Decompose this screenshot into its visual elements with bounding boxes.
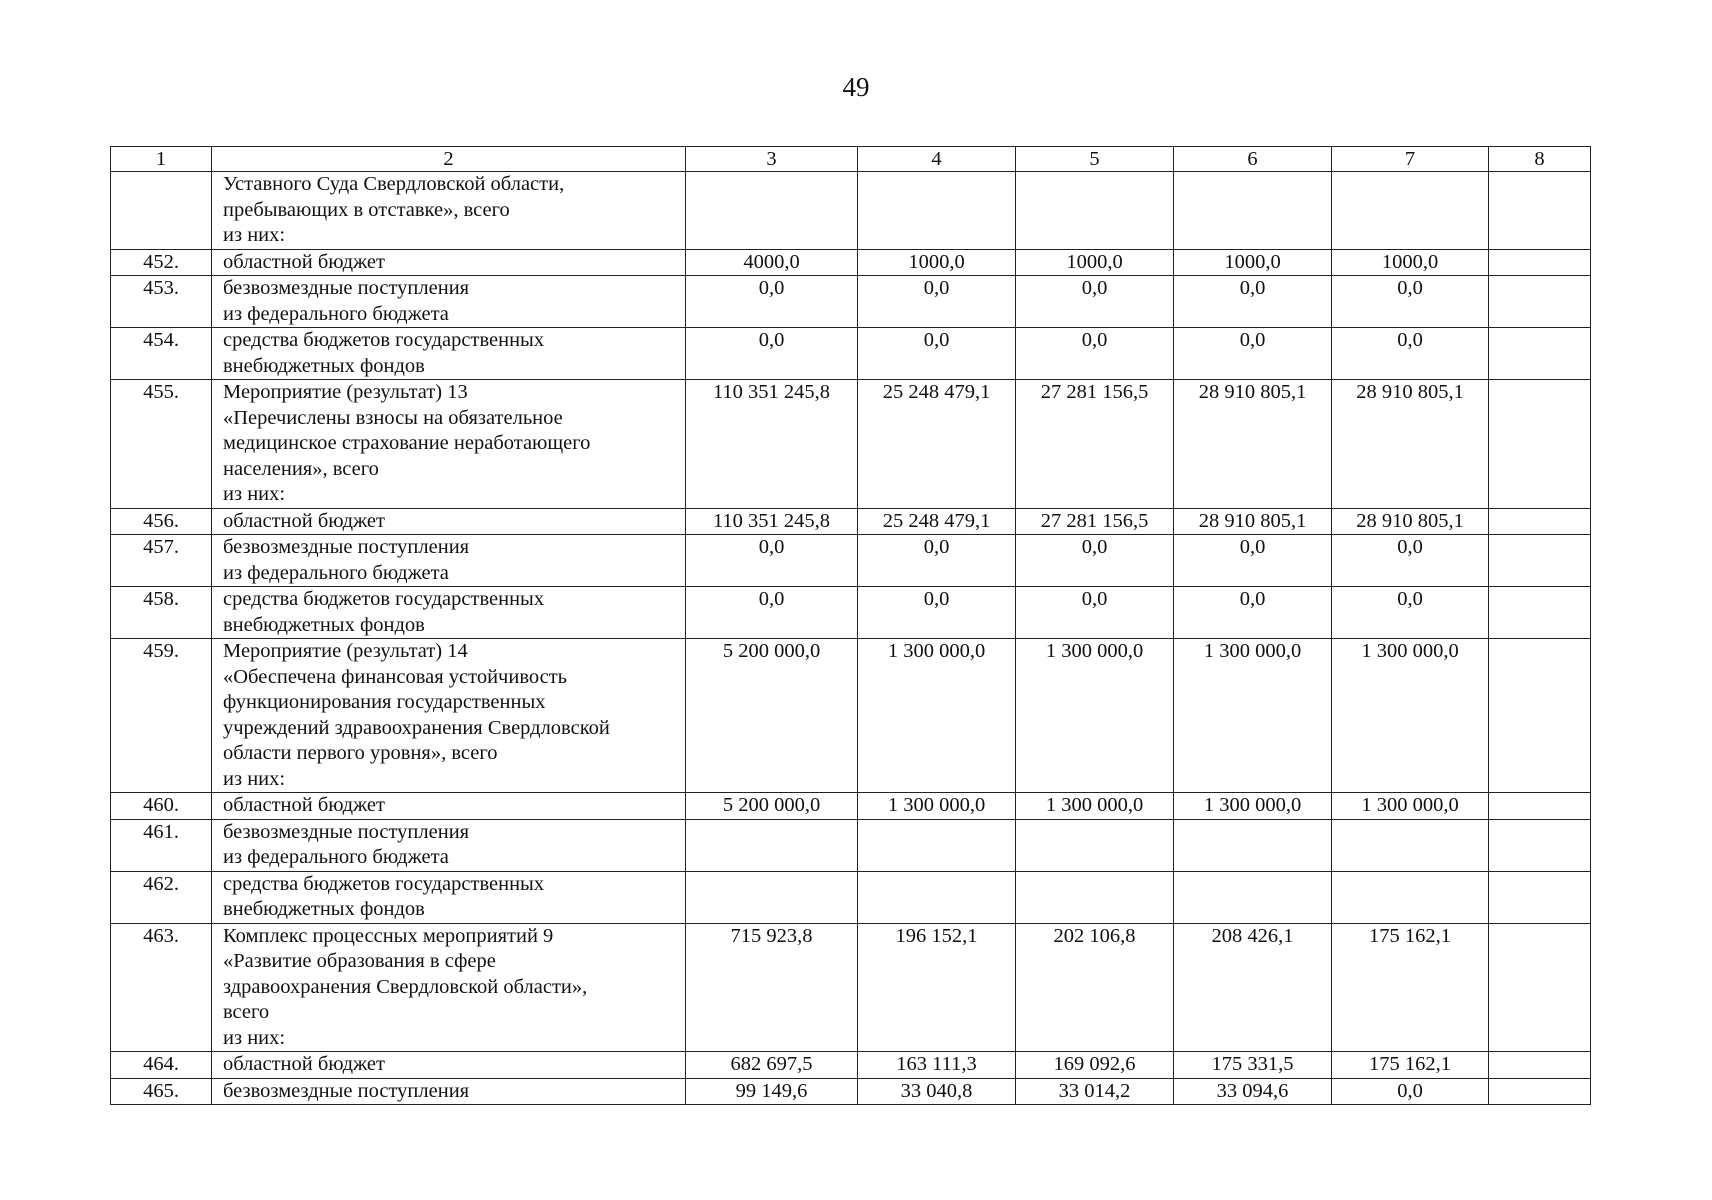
- table-row: [111, 380, 1591, 509]
- description-line: из них:: [223, 767, 286, 790]
- value-cell: 0,0: [1016, 535, 1174, 587]
- value-cell: [1332, 819, 1489, 871]
- row-number: 454.: [111, 328, 212, 380]
- value-cell: 1 300 000,0: [858, 639, 1016, 793]
- value-cell: [686, 819, 858, 871]
- value-cell: 33 014,2: [1016, 1078, 1174, 1105]
- value-cell: 25 248 479,1: [858, 380, 1016, 509]
- description-line: областной бюджет: [223, 794, 385, 816]
- value-cell: [1174, 819, 1332, 871]
- description-line: средства бюджетов государственных: [223, 588, 545, 610]
- value-cell: 33 040,8: [858, 1078, 1016, 1105]
- description-line: всего: [223, 1001, 270, 1023]
- value-cell: 0,0: [1174, 535, 1332, 587]
- value-cell: 1 300 000,0: [1332, 639, 1489, 793]
- value-cell: [1174, 172, 1332, 250]
- row-description: [212, 793, 686, 820]
- row-number: 460.: [111, 793, 212, 820]
- row-description: [212, 535, 686, 587]
- value-cell: 1000,0: [1174, 249, 1332, 276]
- row-description: [212, 923, 686, 1052]
- row-number: 453.: [111, 276, 212, 328]
- value-cell: 4000,0: [686, 249, 858, 276]
- value-cell: 5 200 000,0: [686, 793, 858, 820]
- table-header-row: [111, 147, 1591, 172]
- value-cell: 110 351 245,8: [686, 508, 858, 535]
- column-header: 4: [858, 147, 1016, 172]
- value-cell: [1489, 249, 1591, 276]
- column-header: 8: [1489, 147, 1591, 172]
- row-number: 455.: [111, 380, 212, 509]
- row-number: 463.: [111, 923, 212, 1052]
- description-line: «Перечислены взносы на обязательное: [223, 406, 563, 429]
- column-header: 7: [1332, 147, 1489, 172]
- row-number: 456.: [111, 508, 212, 535]
- description-line: из них:: [223, 1026, 286, 1049]
- description-line: безвозмездные поступления: [223, 820, 470, 843]
- table-row: [111, 793, 1591, 820]
- value-cell: [1489, 639, 1591, 793]
- value-cell: 202 106,8: [1016, 923, 1174, 1052]
- row-number: 458.: [111, 587, 212, 639]
- value-cell: 0,0: [858, 535, 1016, 587]
- value-cell: 0,0: [1332, 1078, 1489, 1105]
- description-line: Мероприятие (результат) 13: [223, 381, 468, 403]
- value-cell: 196 152,1: [858, 923, 1016, 1052]
- value-cell: 0,0: [858, 328, 1016, 380]
- value-cell: 0,0: [1332, 587, 1489, 639]
- value-cell: 28 910 805,1: [1174, 508, 1332, 535]
- value-cell: 163 111,3: [858, 1052, 1016, 1079]
- value-cell: 0,0: [686, 535, 858, 587]
- column-header: 1: [111, 147, 212, 172]
- table-row: [111, 535, 1591, 587]
- value-cell: 1 300 000,0: [858, 793, 1016, 820]
- column-header: 6: [1174, 147, 1332, 172]
- description-line: функционирования государственных: [223, 691, 546, 713]
- value-cell: 1 300 000,0: [1174, 639, 1332, 793]
- value-cell: [1489, 1078, 1591, 1105]
- table-row: [111, 1052, 1591, 1079]
- value-cell: [1332, 172, 1489, 250]
- table-body: [111, 172, 1591, 1105]
- value-cell: [1489, 819, 1591, 871]
- value-cell: [686, 871, 858, 923]
- value-cell: [1489, 923, 1591, 1052]
- row-description: [212, 249, 686, 276]
- description-line: из них:: [223, 483, 286, 505]
- value-cell: [686, 172, 858, 250]
- value-cell: 25 248 479,1: [858, 508, 1016, 535]
- description-line: областной бюджет: [223, 509, 385, 532]
- value-cell: 0,0: [686, 328, 858, 380]
- value-cell: 0,0: [1174, 276, 1332, 328]
- description-line: из федерального бюджета: [223, 846, 449, 868]
- description-line: населения», всего: [223, 457, 379, 480]
- value-cell: 682 697,5: [686, 1052, 858, 1079]
- value-cell: 0,0: [686, 587, 858, 639]
- value-cell: 169 092,6: [1016, 1052, 1174, 1079]
- value-cell: [858, 819, 1016, 871]
- value-cell: [1489, 1052, 1591, 1079]
- description-line: из федерального бюджета: [223, 561, 449, 584]
- value-cell: [858, 871, 1016, 923]
- row-description: [212, 276, 686, 328]
- row-number: 465.: [111, 1078, 212, 1105]
- row-number: 452.: [111, 249, 212, 276]
- value-cell: [1489, 587, 1591, 639]
- row-description: [212, 172, 686, 250]
- value-cell: 0,0: [1332, 328, 1489, 380]
- value-cell: 1 300 000,0: [1174, 793, 1332, 820]
- description-line: пребывающих в отставке», всего: [223, 198, 510, 221]
- row-description: [212, 328, 686, 380]
- value-cell: 5 200 000,0: [686, 639, 858, 793]
- description-line: «Развитие образования в сфере: [223, 950, 496, 972]
- description-line: средства бюджетов государственных: [223, 872, 545, 895]
- value-cell: 1 300 000,0: [1332, 793, 1489, 820]
- row-description: [212, 508, 686, 535]
- value-cell: 28 910 805,1: [1332, 508, 1489, 535]
- table-row: [111, 639, 1591, 793]
- table-row: [111, 587, 1591, 639]
- row-description: [212, 871, 686, 923]
- row-description: [212, 1052, 686, 1079]
- table-row: [111, 276, 1591, 328]
- page-number: 49: [842, 72, 870, 102]
- description-line: внебюджетных фондов: [223, 898, 425, 920]
- value-cell: 0,0: [1016, 587, 1174, 639]
- row-number: 462.: [111, 871, 212, 923]
- description-line: областной бюджет: [223, 250, 385, 273]
- description-line: учреждений здравоохранения Свердловской: [223, 716, 610, 739]
- value-cell: 0,0: [1332, 535, 1489, 587]
- description-line: области первого уровня», всего: [223, 742, 498, 764]
- description-line: средства бюджетов государственных: [223, 329, 545, 351]
- description-line: Комплекс процессных мероприятий 9: [223, 924, 554, 947]
- value-cell: 0,0: [1016, 328, 1174, 380]
- row-description: [212, 380, 686, 509]
- value-cell: 0,0: [1332, 276, 1489, 328]
- description-line: из них:: [223, 224, 286, 246]
- table-row: [111, 871, 1591, 923]
- description-line: безвозмездные поступления: [223, 1079, 470, 1102]
- row-number: [111, 172, 212, 250]
- row-description: [212, 1078, 686, 1105]
- row-number: 464.: [111, 1052, 212, 1079]
- value-cell: 0,0: [858, 587, 1016, 639]
- value-cell: [1489, 793, 1591, 820]
- description-line: областной бюджет: [223, 1053, 385, 1075]
- table-row: [111, 923, 1591, 1052]
- value-cell: 27 281 156,5: [1016, 380, 1174, 509]
- row-description: [212, 587, 686, 639]
- column-header: 3: [686, 147, 858, 172]
- row-number: 459.: [111, 639, 212, 793]
- value-cell: [1016, 172, 1174, 250]
- description-line: Уставного Суда Свердловской области,: [223, 173, 565, 195]
- table-row: [111, 249, 1591, 276]
- value-cell: 0,0: [1174, 328, 1332, 380]
- description-line: «Обеспечена финансовая устойчивость: [223, 665, 568, 688]
- description-line: Мероприятие (результат) 14: [223, 640, 468, 662]
- value-cell: 27 281 156,5: [1016, 508, 1174, 535]
- value-cell: 28 910 805,1: [1174, 380, 1332, 509]
- value-cell: 33 094,6: [1174, 1078, 1332, 1105]
- value-cell: 99 149,6: [686, 1078, 858, 1105]
- value-cell: 175 162,1: [1332, 923, 1489, 1052]
- value-cell: [1174, 871, 1332, 923]
- table-row: [111, 508, 1591, 535]
- value-cell: 110 351 245,8: [686, 380, 858, 509]
- value-cell: [1489, 380, 1591, 509]
- value-cell: 0,0: [1174, 587, 1332, 639]
- value-cell: [1489, 172, 1591, 250]
- column-header: 2: [212, 147, 686, 172]
- row-number: 461.: [111, 819, 212, 871]
- value-cell: 1000,0: [1332, 249, 1489, 276]
- value-cell: 175 331,5: [1174, 1052, 1332, 1079]
- value-cell: 0,0: [858, 276, 1016, 328]
- budget-table: [110, 146, 1591, 1105]
- value-cell: 1 300 000,0: [1016, 639, 1174, 793]
- value-cell: 175 162,1: [1332, 1052, 1489, 1079]
- value-cell: 1000,0: [858, 249, 1016, 276]
- description-line: медицинское страхование неработающего: [223, 432, 591, 454]
- value-cell: 1000,0: [1016, 249, 1174, 276]
- value-cell: 0,0: [1016, 276, 1174, 328]
- row-description: [212, 639, 686, 793]
- row-number: 457.: [111, 535, 212, 587]
- value-cell: 208 426,1: [1174, 923, 1332, 1052]
- value-cell: [1489, 535, 1591, 587]
- value-cell: 715 923,8: [686, 923, 858, 1052]
- table-row: [111, 819, 1591, 871]
- table-row: [111, 328, 1591, 380]
- value-cell: [1016, 871, 1174, 923]
- value-cell: [1332, 871, 1489, 923]
- column-header: 5: [1016, 147, 1174, 172]
- value-cell: [1489, 871, 1591, 923]
- description-line: внебюджетных фондов: [223, 354, 425, 377]
- description-line: здравоохранения Свердловской области»,: [223, 975, 588, 998]
- description-line: безвозмездные поступления: [223, 536, 470, 558]
- description-line: внебюджетных фондов: [223, 613, 425, 636]
- value-cell: [1016, 819, 1174, 871]
- description-line: из федерального бюджета: [223, 302, 449, 325]
- row-description: [212, 819, 686, 871]
- value-cell: [1489, 276, 1591, 328]
- value-cell: [858, 172, 1016, 250]
- table-row: [111, 172, 1591, 250]
- description-line: безвозмездные поступления: [223, 277, 470, 299]
- value-cell: [1489, 508, 1591, 535]
- value-cell: 1 300 000,0: [1016, 793, 1174, 820]
- value-cell: 28 910 805,1: [1332, 380, 1489, 509]
- table-row: [111, 1078, 1591, 1105]
- value-cell: 0,0: [686, 276, 858, 328]
- value-cell: [1489, 328, 1591, 380]
